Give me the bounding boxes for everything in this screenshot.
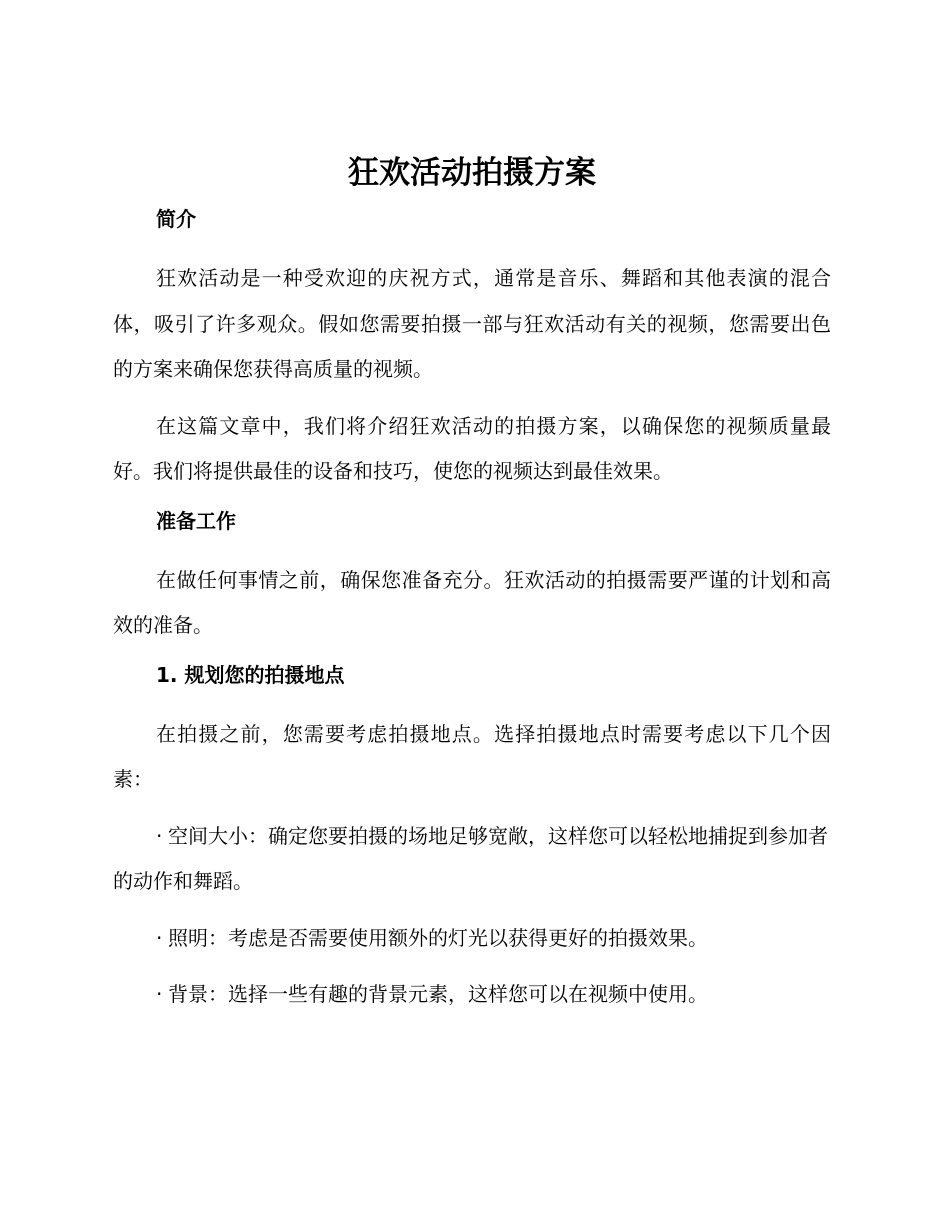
bullet-dot-icon: · [156, 982, 163, 1006]
bullet-dot-icon: · [156, 925, 163, 950]
bullet-text-lighting: 照明：考虑是否需要使用额外的灯光以获得更好的拍摄效果。 [168, 925, 708, 950]
bullet-text-space: 空间大小：确定您要拍摄的场地足够宽敞，这样您可以轻松地捕捉到参加者的动作和舞蹈。 [113, 823, 828, 893]
bullet-text-background: 背景：选择一些有趣的背景元素，这样您可以在视频中使用。 [168, 982, 708, 1006]
section-heading-location: 1. 规划您的拍摄地点 [156, 662, 345, 687]
bullet-dot-icon: · [156, 823, 163, 848]
preparation-paragraph: 在做任何事情之前，确保您准备充分。狂欢活动的拍摄需要严谨的计划和高效的准备。 [113, 567, 831, 637]
bullet-item-space [113, 814, 831, 905]
document-title: 狂欢活动拍摄方案 [348, 155, 596, 191]
section-heading-preparation: 准备工作 [156, 508, 236, 533]
bullet-item-lighting [113, 916, 831, 962]
intro-paragraph-1: 狂欢活动是一种受欢迎的庆祝方式，通常是音乐、舞蹈和其他表演的混合体，吸引了许多观众。假如您需要拍摄一部与狂欢活动有关的视频，您需要出色的方案来确保您获得高质量的视频。 [113, 266, 831, 381]
bullet-item-background [113, 972, 831, 1018]
section-heading-intro: 简介 [156, 207, 196, 231]
location-paragraph: 在拍摄之前，您需要考虑拍摄地点。选择拍摄地点时需要考虑以下几个因素： [113, 721, 831, 791]
intro-paragraph-2: 在这篇文章中，我们将介绍狂欢活动的拍摄方案，以确保您的视频质量最好。我们将提供最佳的设备和技巧，使您的视频达到最佳效果。 [113, 413, 831, 483]
document-page [113, 150, 831, 1029]
